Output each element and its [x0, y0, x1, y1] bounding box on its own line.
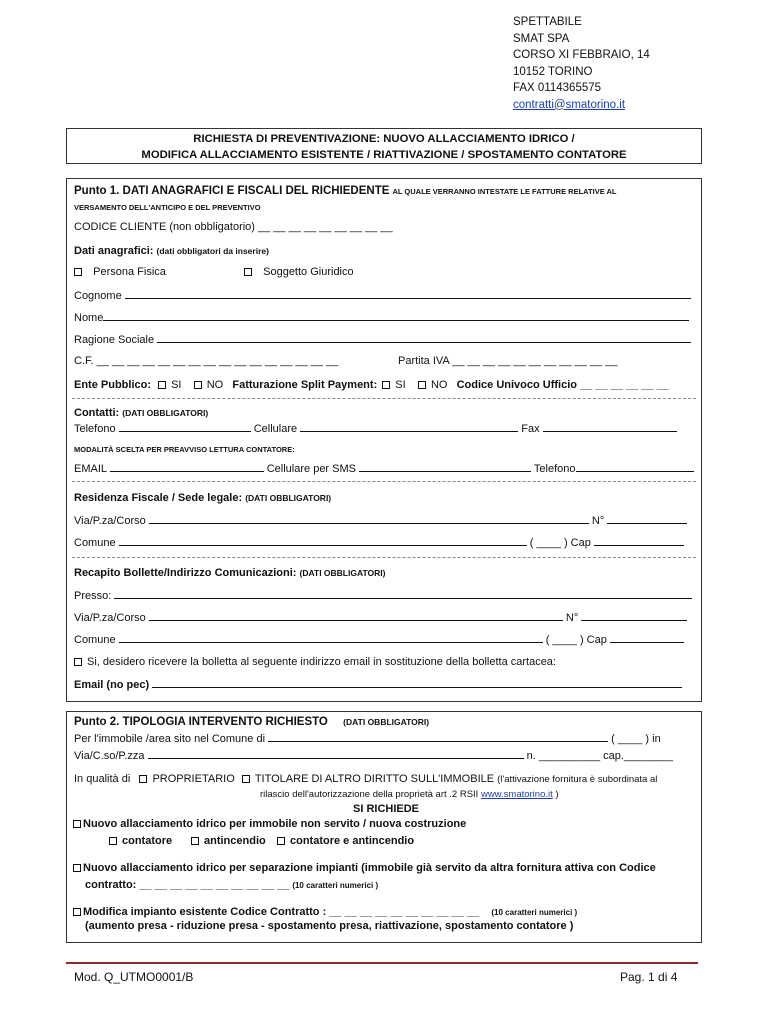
si-richiede-label: SI RICHIEDE: [353, 803, 420, 815]
telefono-lettura-field[interactable]: [576, 462, 694, 472]
cognome-field[interactable]: Cognome: [74, 289, 691, 302]
immobile-via-field[interactable]: [148, 749, 524, 759]
residenza-comune-row: Comune ( ____ ) Cap: [74, 536, 684, 549]
modifica-details: (aumento presa - riduzione presa - spostamento presa, riattivazione, spostamento contatore ): [85, 920, 574, 932]
recapito-label: Recapito Bollette/Indirizzo Comunicazioni: (DATI OBBLIGATORI): [74, 567, 386, 579]
email-field[interactable]: [110, 462, 264, 472]
telefono-field[interactable]: [119, 422, 251, 432]
cellulare-field[interactable]: [300, 422, 518, 432]
checkbox[interactable]: [382, 381, 390, 389]
qualita-row: In qualità di PROPRIETARIO TITOLARE DI ALTRO DIRITTO SULL'IMMOBILE (l'attivazione fornitura è subordinata al: [74, 773, 658, 785]
presso-field[interactable]: Presso:: [74, 589, 692, 602]
punto1-heading: Punto 1. DATI ANAGRAFICI E FISCALI DEL RICHIEDENTE AL QUALE VERRANNO INTESTATE LE FATTURE RELATIVE AL: [74, 185, 617, 197]
addressee-block: [513, 14, 650, 113]
title-line-2: MODIFICA ALLACCIAMENTO ESISTENTE / RIATTIVAZIONE / SPOSTAMENTO CONTATORE: [141, 149, 627, 161]
section-punto-2: [66, 711, 702, 943]
module-code: Mod. Q_UTMO0001/B: [74, 970, 194, 984]
form-title: [66, 128, 702, 164]
divider: [72, 557, 696, 558]
checkbox[interactable]: [244, 268, 252, 276]
nome-field[interactable]: Nome: [74, 311, 689, 324]
immobile-comune-field[interactable]: [268, 732, 608, 742]
partita-iva-field[interactable]: Partita IVA __ __ __ __ __ __ __ __ __ __ __: [398, 355, 618, 367]
codice-fiscale-field[interactable]: C.F. __ __ __ __ __ __ __ __ __ __ __ __ __ __ __ __: [74, 355, 339, 367]
checkbox[interactable]: [73, 820, 81, 828]
cellulare-sms-field[interactable]: [359, 462, 531, 472]
residenza-label: Residenza Fiscale / Sede legale: (DATI OBBLIGATORI): [74, 492, 332, 504]
punto1-heading-note: VERSAMENTO DELL'ANTICIPO E DEL PREVENTIVO: [74, 203, 261, 212]
divider: [72, 398, 696, 399]
recapito-cap-field[interactable]: [610, 633, 684, 643]
checkbox[interactable]: [74, 658, 82, 666]
modalita-label: MODALITÀ SCELTA PER PREAVVISO LETTURA CONTATORE:: [74, 445, 295, 454]
soggetto-giuridico-option[interactable]: Soggetto Giuridico: [244, 266, 354, 278]
checkbox[interactable]: [191, 837, 199, 845]
contatti-row: Telefono Cellulare Fax: [74, 422, 677, 435]
option-antincendio[interactable]: antincendio: [191, 835, 266, 847]
smatorino-link[interactable]: www.smatorino.it: [480, 789, 553, 800]
addressee-line: SMAT SPA: [513, 32, 570, 45]
checkbox[interactable]: [139, 775, 147, 783]
checkbox[interactable]: [277, 837, 285, 845]
addressee-line: SPETTABILE: [513, 16, 582, 28]
residenza-via-field[interactable]: [149, 514, 589, 524]
option-contatore[interactable]: contatore: [109, 835, 172, 847]
codice-cliente-field[interactable]: CODICE CLIENTE (non obbligatorio) __ __ __ __ __ __ __ __ __: [74, 221, 393, 233]
footer-divider: [66, 962, 698, 964]
email-bolletta-option[interactable]: Si, desidero ricevere la bolletta al seguente indirizzo email in sostituzione della bolletta cartacea:: [74, 656, 556, 668]
preavviso-row: EMAIL Cellulare per SMS Telefono: [74, 462, 694, 475]
checkbox[interactable]: [73, 908, 81, 916]
contatti-label: Contatti: (DATI OBBLIGATORI): [74, 407, 209, 419]
section-punto-1: [66, 178, 702, 702]
addressee-email-link[interactable]: contratti@smatorino.it: [513, 98, 626, 111]
checkbox[interactable]: [158, 381, 166, 389]
addressee-line: FAX 0114365575: [513, 82, 602, 94]
ragione-sociale-field[interactable]: Ragione Sociale: [74, 333, 691, 346]
punto2-heading: Punto 2. TIPOLOGIA INTERVENTO RICHIESTO (DATI OBBLIGATORI): [74, 716, 430, 728]
checkbox[interactable]: [74, 268, 82, 276]
recapito-via-field[interactable]: [149, 611, 563, 621]
fax-field[interactable]: [543, 422, 677, 432]
page-number: Pag. 1 di 4: [620, 970, 678, 984]
option-separazione-impianti[interactable]: Nuovo allacciamento idrico per separazione impianti (immobile già servito da altra fornitura attiva con Codice: [73, 862, 656, 874]
title-line-1: RICHIESTA DI PREVENTIVAZIONE: NUOVO ALLACCIAMENTO IDRICO /: [193, 133, 575, 145]
immobile-via-row: Via/C.so/P.zza n. __________ cap.________: [74, 750, 673, 762]
checkbox[interactable]: [73, 864, 81, 872]
recapito-comune-row: Comune ( ____ ) Cap: [74, 633, 684, 646]
residenza-cap-field[interactable]: [594, 536, 684, 546]
option-contatore-antincendio[interactable]: contatore e antincendio: [277, 835, 414, 847]
email-pec-field[interactable]: Email (no pec): [74, 678, 682, 691]
ente-pubblico-row: Ente Pubblico: SI NO Fatturazione Split Payment: SI NO Codice Univoco Ufficio __ __ __ __ __ __: [74, 379, 669, 391]
addressee-line: 10152 TORINO: [513, 65, 593, 78]
persona-fisica-option[interactable]: Persona Fisica: [74, 266, 166, 278]
option-modifica-impianto[interactable]: Modifica impianto esistente Codice Contratto : __ __ __ __ __ __ __ __ __ __ (10 caratteri numerici ): [73, 906, 577, 918]
residenza-comune-field[interactable]: [119, 536, 527, 546]
immobile-comune-row: Per l'immobile /area sito nel Comune di ( ____ ) in: [74, 733, 661, 745]
dati-anagrafici-label: Dati anagrafici: (dati obbligatori da inserire): [74, 245, 269, 257]
checkbox[interactable]: [242, 775, 250, 783]
addressee-line: CORSO XI FEBBRAIO, 14: [513, 49, 650, 61]
residenza-numero-field[interactable]: [607, 514, 687, 524]
residenza-via-row: Via/P.za/Corso N°: [74, 514, 687, 527]
recapito-numero-field[interactable]: [581, 611, 687, 621]
titolare-note: rilascio dell'autorizzazione della proprietà art .2 RSII www.smatorino.it ): [260, 789, 559, 800]
recapito-comune-field[interactable]: [119, 633, 543, 643]
checkbox[interactable]: [418, 381, 426, 389]
divider: [72, 481, 696, 482]
option-nuovo-allacciamento[interactable]: Nuovo allacciamento idrico per immobile non servito / nuova costruzione: [73, 818, 466, 830]
checkbox[interactable]: [109, 837, 117, 845]
codice-contratto-field[interactable]: contratto: __ __ __ __ __ __ __ __ __ __ (10 caratteri numerici ): [85, 879, 379, 891]
recapito-via-row: Via/P.za/Corso N°: [74, 611, 687, 624]
checkbox[interactable]: [194, 381, 202, 389]
